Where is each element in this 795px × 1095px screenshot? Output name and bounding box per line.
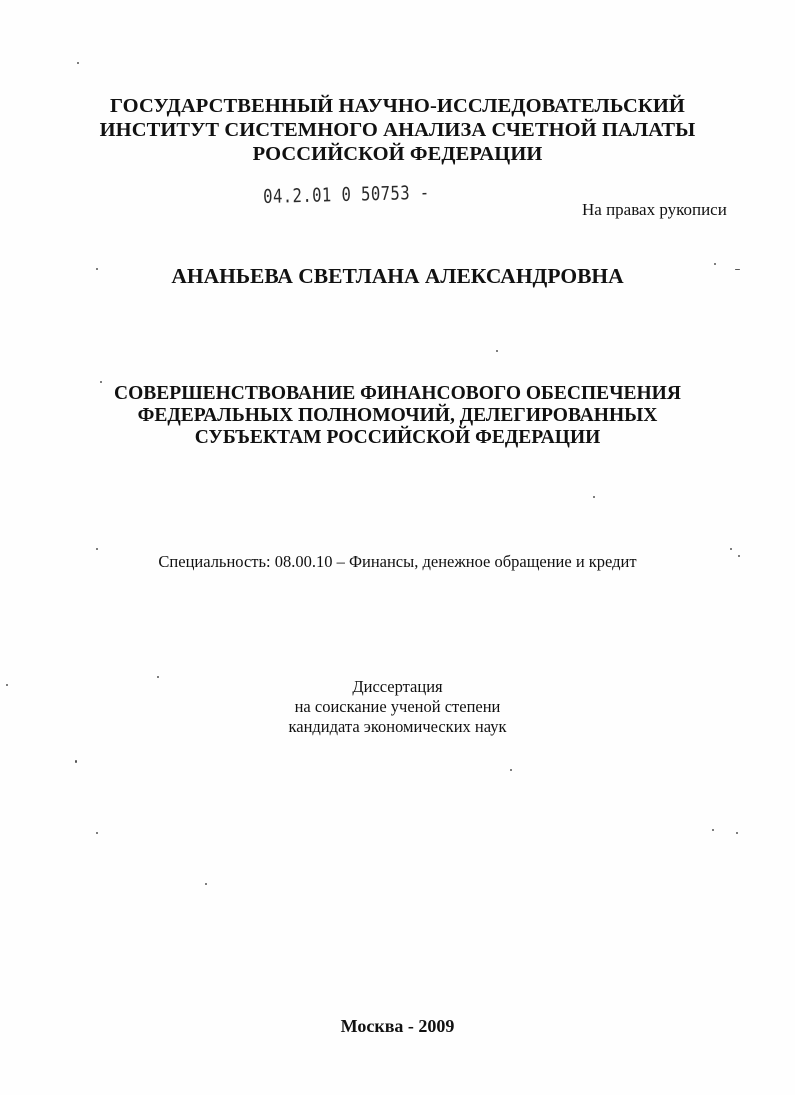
- scan-speck: [205, 883, 207, 885]
- degree-line: кандидата экономических наук: [288, 717, 507, 736]
- scan-speck: [735, 269, 740, 270]
- degree-line: на соискание ученой степени: [294, 697, 501, 716]
- scan-speck: [96, 268, 98, 270]
- scan-speck: [714, 263, 716, 265]
- scan-speck: [77, 62, 79, 64]
- title-line: СОВЕРШЕНСТВОВАНИЕ ФИНАНСОВОГО ОБЕСПЕЧЕНИЯ: [114, 383, 681, 404]
- scan-speck: [736, 832, 738, 834]
- author-name: АНАНЬЕВА СВЕТЛАНА АЛЕКСАНДРОВНА: [171, 264, 624, 288]
- scan-speck: [712, 829, 714, 831]
- institution-line: ИНСТИТУТ СИСТЕМНОГО АНАЛИЗА СЧЕТНОЙ ПАЛАТЫ: [99, 119, 696, 141]
- city-year: Москва - 2009: [340, 1016, 455, 1036]
- degree-line: Диссертация: [352, 677, 443, 696]
- scan-speck: [96, 548, 98, 550]
- scan-speck: [510, 769, 512, 771]
- title-line: ФЕДЕРАЛЬНЫХ ПОЛНОМОЧИЙ, ДЕЛЕГИРОВАННЫХ: [137, 405, 658, 426]
- scan-speck: [730, 548, 732, 550]
- scan-speck: [738, 555, 740, 557]
- library-stamp-code: 04.2.01 0 50753 -: [263, 181, 430, 208]
- institution-line: ГОСУДАРСТВЕННЫЙ НАУЧНО-ИССЛЕДОВАТЕЛЬСКИЙ: [110, 95, 685, 117]
- scan-speck: [100, 381, 102, 383]
- institution-name: [0, 94, 795, 166]
- dissertation-title: [0, 383, 795, 449]
- title-line: СУБЪЕКТАМ РОССИЙСКОЙ ФЕДЕРАЦИИ: [194, 427, 601, 448]
- scan-speck: [496, 350, 498, 352]
- specialty-line: Специальность: 08.00.10 – Финансы, денежное обращение и кредит: [158, 552, 637, 571]
- rights-note: На правах рукописи: [582, 200, 727, 219]
- scan-speck: [75, 760, 77, 763]
- scan-speck: [593, 496, 595, 498]
- scan-speck: [157, 676, 159, 678]
- scan-speck: [6, 684, 8, 686]
- institution-line: РОССИЙСКОЙ ФЕДЕРАЦИИ: [252, 143, 543, 165]
- scan-speck: [96, 832, 98, 834]
- degree-statement: [0, 677, 795, 737]
